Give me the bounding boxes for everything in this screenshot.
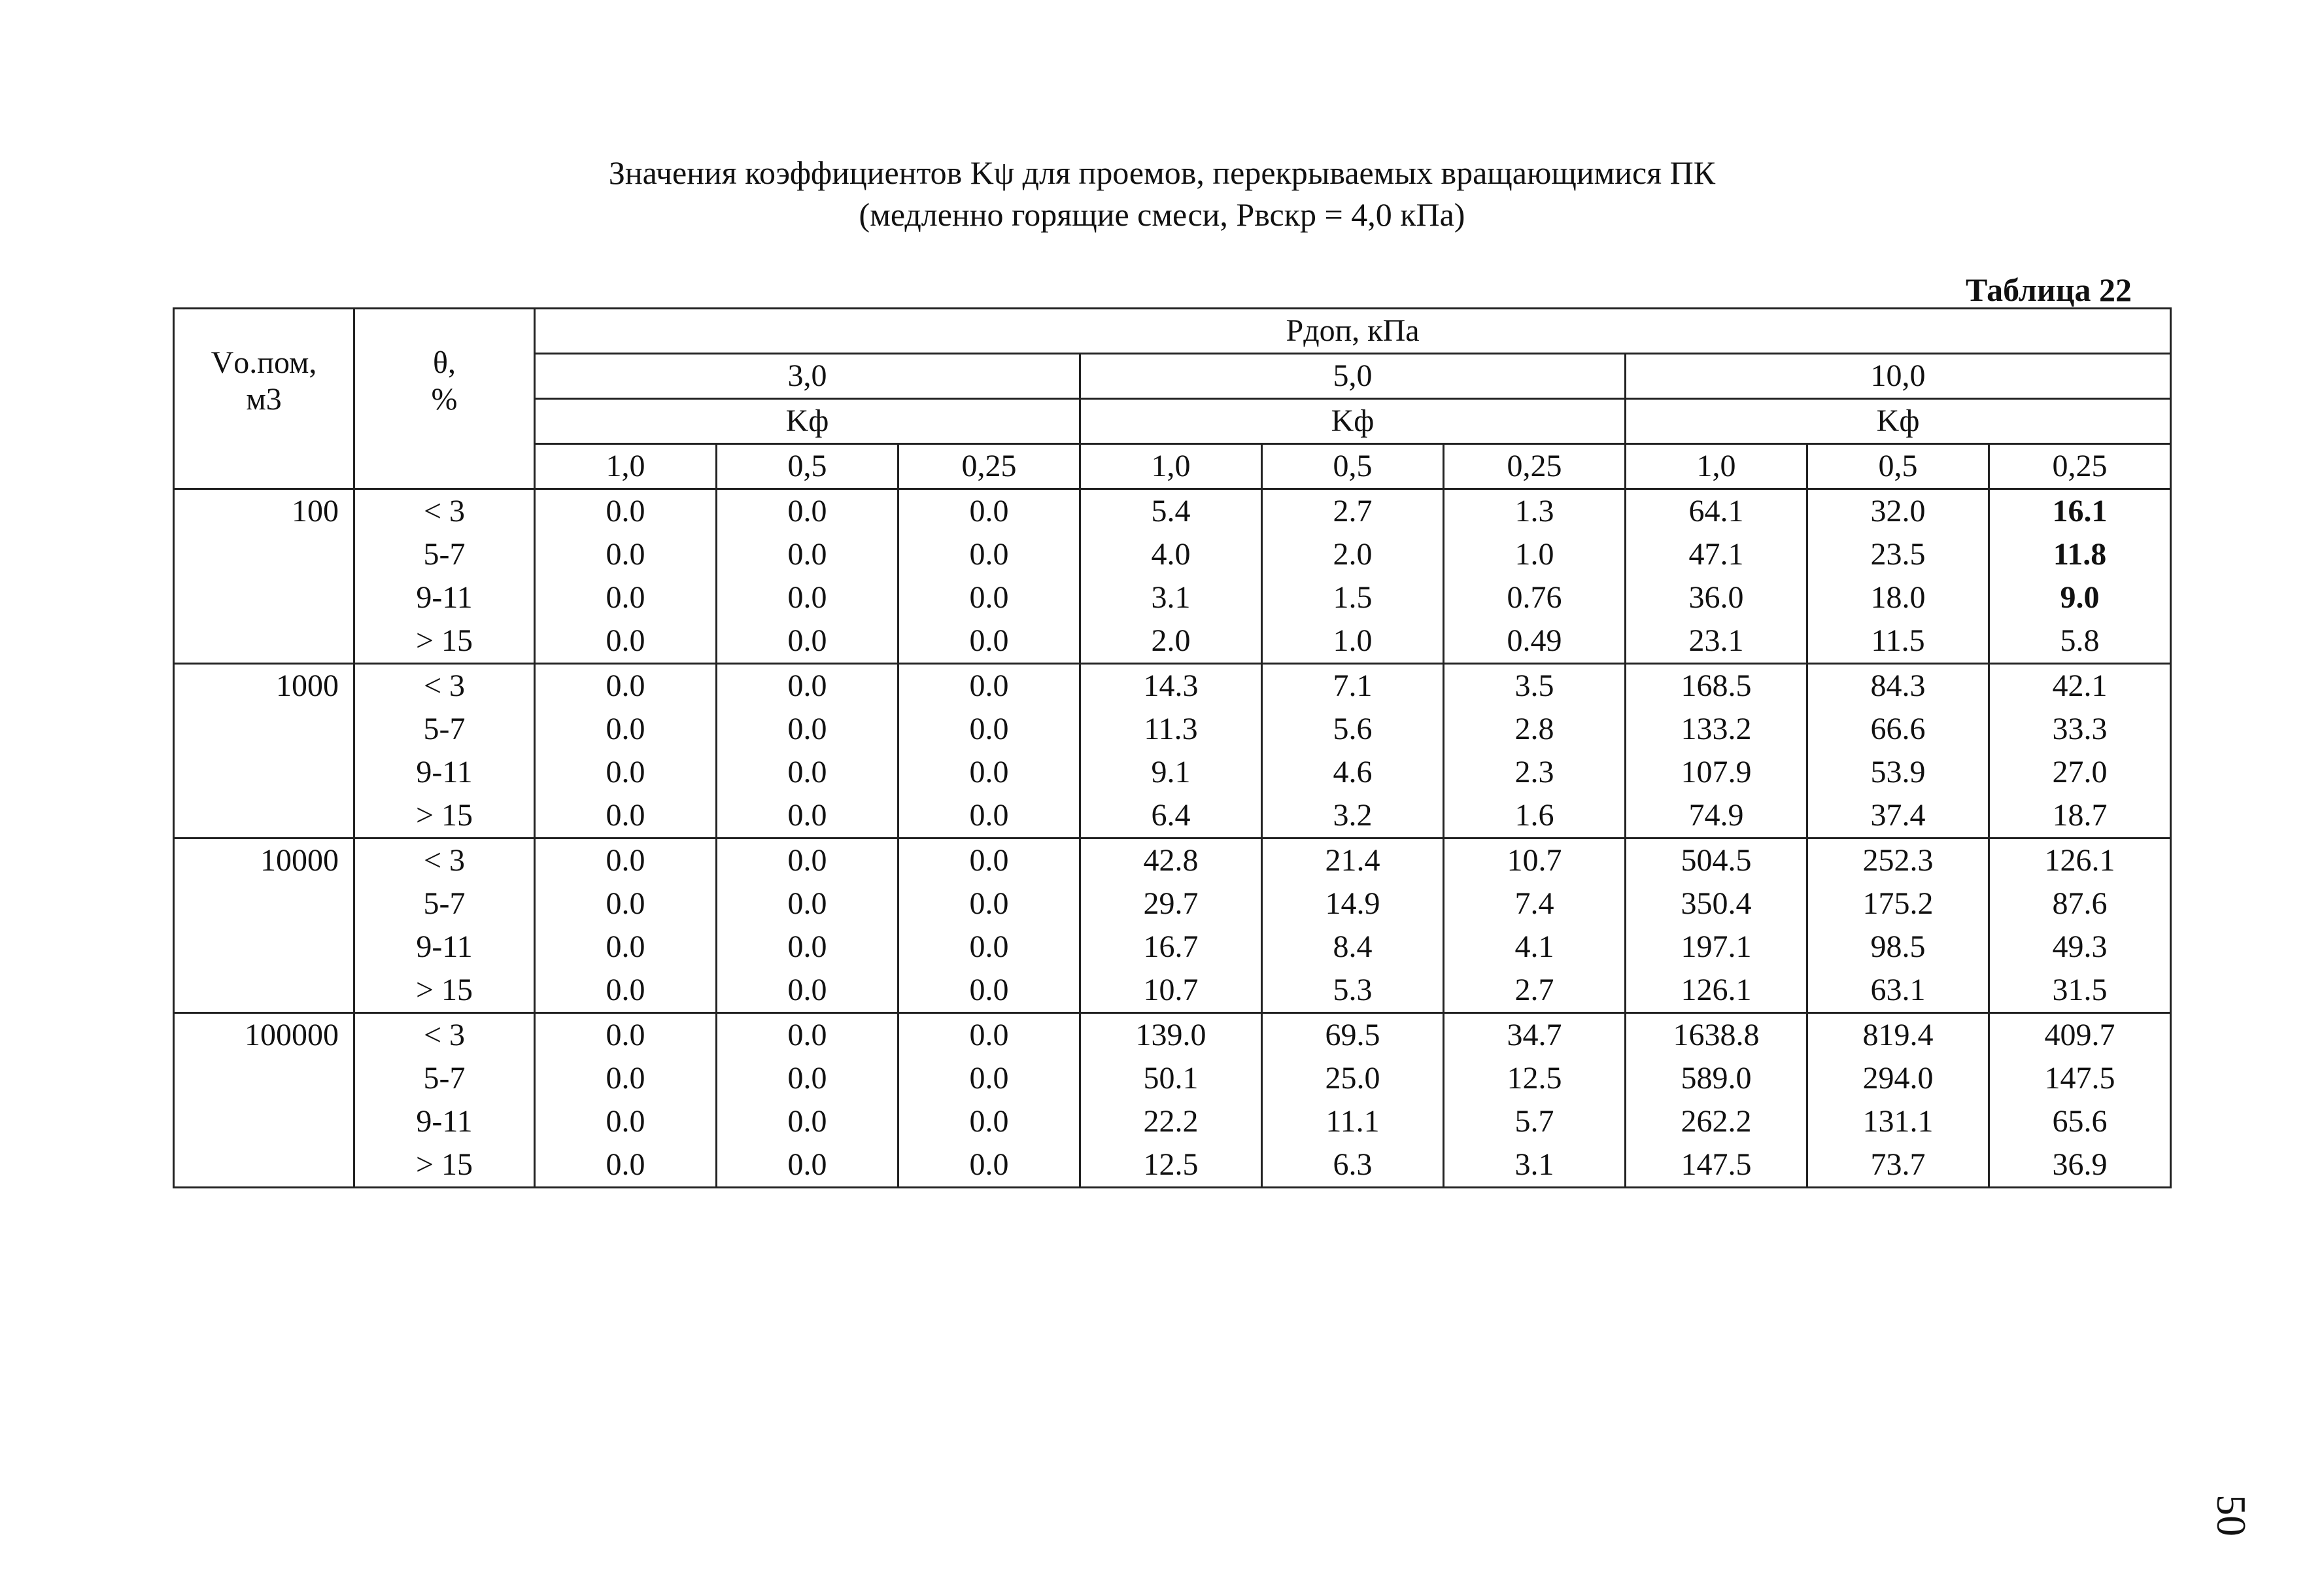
value-cell: 5.3 — [1262, 969, 1444, 1013]
value-cell: 1.5 — [1262, 576, 1444, 619]
volume-cell — [174, 882, 354, 925]
value-cell: 18.7 — [1989, 794, 2171, 838]
value-cell: 12.5 — [1444, 1057, 1626, 1100]
value-cell: 3.1 — [1444, 1143, 1626, 1188]
value-cell: 53.9 — [1807, 751, 1989, 794]
kf-header: Kф — [535, 399, 1080, 444]
value-cell: 33.3 — [1989, 708, 2171, 751]
theta-cell: > 15 — [354, 794, 535, 838]
value-cell: 0.0 — [717, 1057, 898, 1100]
kf-value-header: 0,25 — [1989, 444, 2171, 489]
theta-cell: > 15 — [354, 619, 535, 664]
table-row — [174, 838, 2171, 883]
pressure-group-5: 5,0 — [1080, 354, 1626, 399]
value-cell: 36.0 — [1626, 576, 1807, 619]
volume-cell: 100 — [174, 489, 354, 534]
value-cell: 84.3 — [1807, 664, 1989, 708]
value-cell: 0.0 — [535, 882, 717, 925]
value-cell: 0.0 — [535, 533, 717, 576]
value-cell: 11.8 — [1989, 533, 2171, 576]
table-row — [174, 925, 2171, 969]
value-cell: 11.5 — [1807, 619, 1989, 664]
value-cell: 2.7 — [1262, 489, 1444, 534]
pressure-group-3: 3,0 — [535, 354, 1080, 399]
volume-cell — [174, 576, 354, 619]
theta-cell: 5-7 — [354, 533, 535, 576]
value-cell: 0.0 — [717, 489, 898, 534]
pressure-header: Pдоп, кПа — [535, 309, 2171, 354]
value-cell: 0.0 — [717, 838, 898, 883]
title-line-1: Значения коэффициентов Kψ для проемов, перекрываемых вращающимися ПК — [608, 154, 1716, 191]
theta-cell: 5-7 — [354, 1057, 535, 1100]
value-cell: 131.1 — [1807, 1100, 1989, 1143]
value-cell: 6.3 — [1262, 1143, 1444, 1188]
kf-value-header: 1,0 — [1626, 444, 1807, 489]
value-cell: 31.5 — [1989, 969, 2171, 1013]
volume-cell — [174, 969, 354, 1013]
value-cell: 73.7 — [1807, 1143, 1989, 1188]
value-cell: 5.7 — [1444, 1100, 1626, 1143]
volume-cell — [174, 794, 354, 838]
value-cell: 0.0 — [535, 794, 717, 838]
kf-value-header: 0,5 — [1807, 444, 1989, 489]
table-row — [174, 489, 2171, 534]
value-cell: 42.8 — [1080, 838, 1262, 883]
theta-cell: 5-7 — [354, 882, 535, 925]
volume-cell — [174, 619, 354, 664]
value-cell: 409.7 — [1989, 1013, 2171, 1058]
value-cell: 4.6 — [1262, 751, 1444, 794]
value-cell: 252.3 — [1807, 838, 1989, 883]
theta-cell: 9-11 — [354, 576, 535, 619]
value-cell: 3.2 — [1262, 794, 1444, 838]
value-cell: 6.4 — [1080, 794, 1262, 838]
kf-value-header: 0,25 — [1444, 444, 1626, 489]
value-cell: 36.9 — [1989, 1143, 2171, 1188]
value-cell: 0.0 — [717, 882, 898, 925]
value-cell: 0.0 — [717, 794, 898, 838]
coefficient-table — [173, 307, 2172, 1188]
value-cell: 1.6 — [1444, 794, 1626, 838]
value-cell: 0.0 — [535, 1143, 717, 1188]
theta-cell: 5-7 — [354, 708, 535, 751]
value-cell: 350.4 — [1626, 882, 1807, 925]
theta-label: θ, — [433, 345, 456, 380]
value-cell: 2.7 — [1444, 969, 1626, 1013]
table-row — [174, 882, 2171, 925]
kf-value-header: 0,5 — [1262, 444, 1444, 489]
value-cell: 0.49 — [1444, 619, 1626, 664]
value-cell: 0.0 — [717, 576, 898, 619]
value-cell: 126.1 — [1626, 969, 1807, 1013]
value-cell: 3.5 — [1444, 664, 1626, 708]
value-cell: 0.0 — [535, 619, 717, 664]
value-cell: 12.5 — [1080, 1143, 1262, 1188]
volume-unit: м3 — [246, 382, 282, 417]
value-cell: 168.5 — [1626, 664, 1807, 708]
table-row — [174, 576, 2171, 619]
value-cell: 22.2 — [1080, 1100, 1262, 1143]
value-cell: 147.5 — [1626, 1143, 1807, 1188]
value-cell: 21.4 — [1262, 838, 1444, 883]
table-row — [174, 708, 2171, 751]
value-cell: 294.0 — [1807, 1057, 1989, 1100]
theta-cell: < 3 — [354, 838, 535, 883]
value-cell: 1.3 — [1444, 489, 1626, 534]
value-cell: 14.9 — [1262, 882, 1444, 925]
value-cell: 262.2 — [1626, 1100, 1807, 1143]
theta-cell: 9-11 — [354, 1100, 535, 1143]
value-cell: 0.0 — [717, 533, 898, 576]
theta-cell: > 15 — [354, 969, 535, 1013]
table-label: Таблица 22 — [1965, 271, 2132, 308]
theta-cell: < 3 — [354, 1013, 535, 1058]
value-cell: 133.2 — [1626, 708, 1807, 751]
value-cell: 0.0 — [898, 619, 1080, 664]
value-cell: 23.1 — [1626, 619, 1807, 664]
theta-cell: 9-11 — [354, 751, 535, 794]
value-cell: 37.4 — [1807, 794, 1989, 838]
value-cell: 0.0 — [898, 1057, 1080, 1100]
value-cell: 0.0 — [898, 708, 1080, 751]
value-cell: 0.0 — [898, 533, 1080, 576]
volume-cell — [174, 1143, 354, 1188]
value-cell: 18.0 — [1807, 576, 1989, 619]
value-cell: 0.0 — [717, 969, 898, 1013]
table-row — [174, 1013, 2171, 1058]
value-cell: 98.5 — [1807, 925, 1989, 969]
value-cell: 0.0 — [898, 489, 1080, 534]
value-cell: 2.8 — [1444, 708, 1626, 751]
value-cell: 126.1 — [1989, 838, 2171, 883]
value-cell: 0.0 — [898, 576, 1080, 619]
value-cell: 0.0 — [535, 576, 717, 619]
value-cell: 175.2 — [1807, 882, 1989, 925]
volume-cell — [174, 1100, 354, 1143]
value-cell: 49.3 — [1989, 925, 2171, 969]
value-cell: 11.1 — [1262, 1100, 1444, 1143]
pressure-group-10: 10,0 — [1626, 354, 2171, 399]
value-cell: 47.1 — [1626, 533, 1807, 576]
volume-header — [174, 309, 354, 489]
theta-header — [354, 309, 535, 489]
volume-label: Vо.пом, — [211, 345, 317, 380]
value-cell: 5.4 — [1080, 489, 1262, 534]
value-cell: 0.0 — [535, 969, 717, 1013]
theta-cell: < 3 — [354, 664, 535, 708]
value-cell: 0.0 — [898, 794, 1080, 838]
value-cell: 4.0 — [1080, 533, 1262, 576]
value-cell: 197.1 — [1626, 925, 1807, 969]
table-row — [174, 1100, 2171, 1143]
value-cell: 5.6 — [1262, 708, 1444, 751]
value-cell: 42.1 — [1989, 664, 2171, 708]
value-cell: 87.6 — [1989, 882, 2171, 925]
table-row — [174, 533, 2171, 576]
value-cell: 10.7 — [1080, 969, 1262, 1013]
theta-cell: > 15 — [354, 1143, 535, 1188]
value-cell: 0.0 — [898, 751, 1080, 794]
volume-cell — [174, 1057, 354, 1100]
value-cell: 0.0 — [717, 1100, 898, 1143]
value-cell: 34.7 — [1444, 1013, 1626, 1058]
value-cell: 16.1 — [1989, 489, 2171, 534]
value-cell: 0.0 — [717, 708, 898, 751]
value-cell: 65.6 — [1989, 1100, 2171, 1143]
value-cell: 0.0 — [717, 1143, 898, 1188]
value-cell: 0.0 — [535, 1013, 717, 1058]
document-title — [0, 152, 2324, 235]
value-cell: 29.7 — [1080, 882, 1262, 925]
theta-unit: % — [431, 382, 458, 417]
kf-value-header: 1,0 — [1080, 444, 1262, 489]
table-row — [174, 969, 2171, 1013]
value-cell: 0.0 — [898, 664, 1080, 708]
value-cell: 27.0 — [1989, 751, 2171, 794]
theta-cell: 9-11 — [354, 925, 535, 969]
value-cell: 2.0 — [1080, 619, 1262, 664]
value-cell: 819.4 — [1807, 1013, 1989, 1058]
value-cell: 1.0 — [1444, 533, 1626, 576]
volume-cell: 10000 — [174, 838, 354, 883]
volume-cell — [174, 751, 354, 794]
value-cell: 0.0 — [898, 1143, 1080, 1188]
value-cell: 0.0 — [898, 1100, 1080, 1143]
table-row — [174, 664, 2171, 708]
value-cell: 32.0 — [1807, 489, 1989, 534]
value-cell: 0.0 — [898, 838, 1080, 883]
value-cell: 0.0 — [535, 1057, 717, 1100]
table-body — [174, 489, 2171, 1188]
value-cell: 1.0 — [1262, 619, 1444, 664]
kf-value-header: 1,0 — [535, 444, 717, 489]
value-cell: 25.0 — [1262, 1057, 1444, 1100]
value-cell: 0.0 — [717, 664, 898, 708]
value-cell: 11.3 — [1080, 708, 1262, 751]
theta-cell: < 3 — [354, 489, 535, 534]
value-cell: 63.1 — [1807, 969, 1989, 1013]
value-cell: 0.0 — [535, 708, 717, 751]
table-row — [174, 1143, 2171, 1188]
value-cell: 0.0 — [898, 925, 1080, 969]
value-cell: 0.0 — [717, 619, 898, 664]
value-cell: 0.76 — [1444, 576, 1626, 619]
value-cell: 147.5 — [1989, 1057, 2171, 1100]
value-cell: 0.0 — [535, 489, 717, 534]
title-line-2: (медленно горящие смеси, Pвскр = 4,0 кПа) — [859, 196, 1465, 233]
table-header — [174, 309, 2171, 489]
value-cell: 4.1 — [1444, 925, 1626, 969]
kf-header: Kф — [1626, 399, 2171, 444]
value-cell: 0.0 — [535, 925, 717, 969]
volume-cell: 1000 — [174, 664, 354, 708]
value-cell: 0.0 — [898, 1013, 1080, 1058]
volume-cell — [174, 533, 354, 576]
value-cell: 8.4 — [1262, 925, 1444, 969]
volume-cell: 100000 — [174, 1013, 354, 1058]
value-cell: 107.9 — [1626, 751, 1807, 794]
table-row — [174, 751, 2171, 794]
value-cell: 9.1 — [1080, 751, 1262, 794]
value-cell: 0.0 — [535, 838, 717, 883]
value-cell: 3.1 — [1080, 576, 1262, 619]
value-cell: 0.0 — [717, 925, 898, 969]
value-cell: 16.7 — [1080, 925, 1262, 969]
kf-header: Kф — [1080, 399, 1626, 444]
value-cell: 69.5 — [1262, 1013, 1444, 1058]
value-cell: 10.7 — [1444, 838, 1626, 883]
value-cell: 0.0 — [717, 1013, 898, 1058]
value-cell: 0.0 — [898, 969, 1080, 1013]
value-cell: 0.0 — [535, 1100, 717, 1143]
value-cell: 64.1 — [1626, 489, 1807, 534]
value-cell: 0.0 — [535, 664, 717, 708]
volume-cell — [174, 925, 354, 969]
value-cell: 7.1 — [1262, 664, 1444, 708]
page-number: 50 — [2208, 1495, 2255, 1536]
value-cell: 2.3 — [1444, 751, 1626, 794]
value-cell: 14.3 — [1080, 664, 1262, 708]
table-row — [174, 619, 2171, 664]
value-cell: 0.0 — [717, 751, 898, 794]
value-cell: 9.0 — [1989, 576, 2171, 619]
value-cell: 589.0 — [1626, 1057, 1807, 1100]
kf-value-header: 0,25 — [898, 444, 1080, 489]
table-row — [174, 794, 2171, 838]
value-cell: 1638.8 — [1626, 1013, 1807, 1058]
value-cell: 23.5 — [1807, 533, 1989, 576]
value-cell: 74.9 — [1626, 794, 1807, 838]
value-cell: 66.6 — [1807, 708, 1989, 751]
table-row — [174, 1057, 2171, 1100]
value-cell: 0.0 — [898, 882, 1080, 925]
volume-cell — [174, 708, 354, 751]
value-cell: 504.5 — [1626, 838, 1807, 883]
value-cell: 7.4 — [1444, 882, 1626, 925]
value-cell: 0.0 — [535, 751, 717, 794]
value-cell: 5.8 — [1989, 619, 2171, 664]
value-cell: 50.1 — [1080, 1057, 1262, 1100]
kf-value-header: 0,5 — [717, 444, 898, 489]
value-cell: 2.0 — [1262, 533, 1444, 576]
value-cell: 139.0 — [1080, 1013, 1262, 1058]
